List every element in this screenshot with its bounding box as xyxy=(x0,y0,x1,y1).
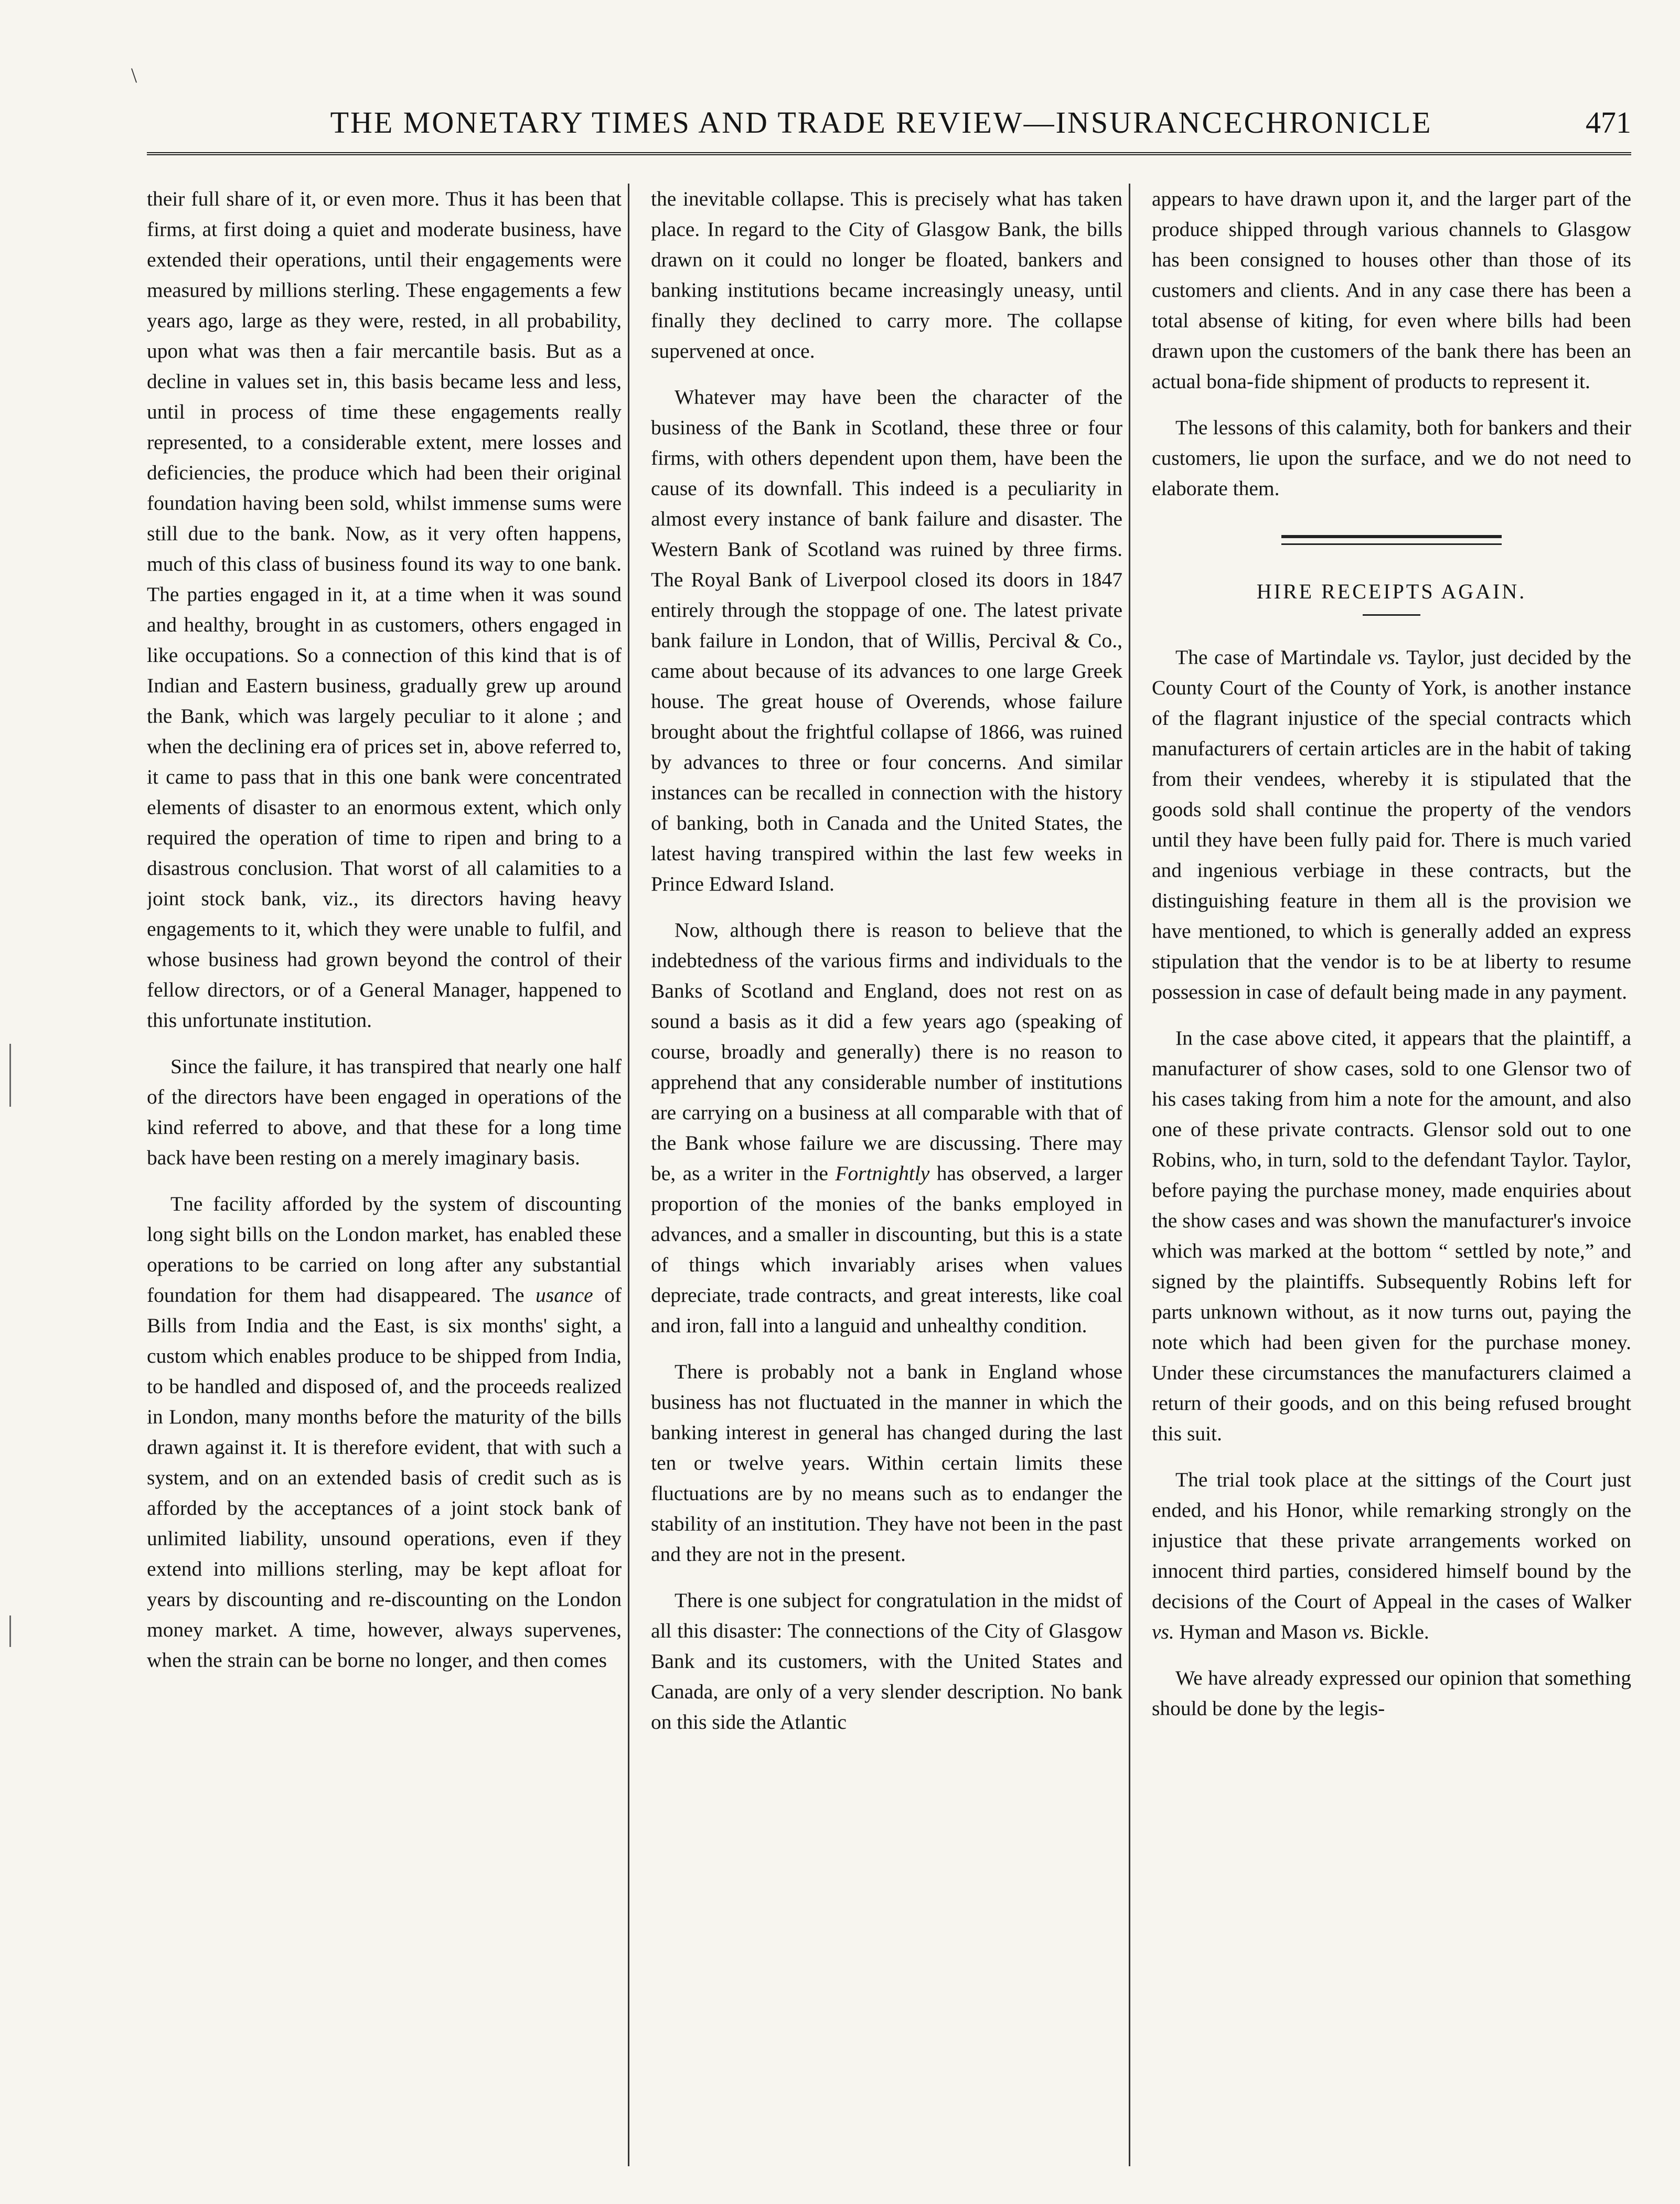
paragraph: We have already expressed our opinion that something should be done by the legis- xyxy=(1152,1666,1631,1720)
text-run: Taylor, just decided by the County Court of the County of York, is another instance of the flagrant injustice of the special contracts which manufacturers of certain articles are in the habit of taking from their vendees, whereby it is stipulated that the goods sold shall continue the property of the vendors until they have been fully paid for. There is much varied and ingenious verbiage in these contracts, but the distinguishing feature in them all is the provision we have mentioned, to which is generally added an express stipulation that the vendor is to be at liberty to resume possession in case of default being made in any payment. xyxy=(1152,646,1631,1003)
paragraph: There is one subject for congratulation in the midst of all this disaster: The connections of the City of Glasgow Bank and its customers, with the United States and Canada, are only of a very slender description. No bank on this side the Atlantic xyxy=(651,1589,1122,1734)
page-header xyxy=(147,100,1631,155)
italic-term: vs. xyxy=(1342,1620,1365,1643)
italic-term: usance xyxy=(535,1283,593,1307)
text-run: has observed, a larger proportion of the monies of the banks employed in advances, and a smaller in discounting, but this is a state of things which invariably arises when values depreciate, trade contracts, and great interests, like coal and iron, fall into a languid and unhealthy condition. xyxy=(651,1162,1122,1337)
text-run: Tne facility afforded by the system of discounting long sight bills on the London market, has enabled these operations to be carried on long after any substantial foundation for them had disappeared. The xyxy=(147,1192,622,1307)
italic-term: vs. xyxy=(1377,646,1400,669)
text-run: Bickle. xyxy=(1364,1620,1429,1643)
running-title: THE MONETARY TIMES AND TRADE REVIEW—INSURANCECHRONICLE xyxy=(330,105,1432,140)
text-run: The case of Martindale xyxy=(1175,646,1378,669)
paragraph: Whatever may have been the character of the business of the Bank in Scotland, these three or four firms, with others dependent upon them, have been the cause of its downfall. This indeed is a peculiarity in almost every instance of bank failure and disaster. The Western Bank of Scotland was ruined by three firms. The Royal Bank of Liverpool closed its doors in 1847 entirely through the stoppage of one. The latest private bank failure in London, that of Willis, Percival & Co., came about because of its advances to one large Greek house. The great house of Overends, whose failure brought about the frightful collapse of 1866, was ruined by advances to three or four concerns. And similar instances can be recalled in connection with the history of banking, both in Canada and the United States, the latest having transpired within the last few weeks in Prince Edward Island. xyxy=(651,386,1122,895)
italic-term: vs. xyxy=(1152,1620,1174,1643)
stray-mark: \ xyxy=(131,63,137,87)
article-columns xyxy=(147,184,1631,2166)
paragraph: the inevitable collapse. This is precisely what has taken place. In regard to the City of Glasgow Bank, the bills drawn on it could no longer be floated, bankers and banking institutions became increasingly uneasy, until finally they declined to carry more. The collapse supervened at once. xyxy=(651,187,1122,362)
page-number: 471 xyxy=(1586,105,1631,140)
paragraph xyxy=(651,915,1122,1341)
paragraph xyxy=(1152,1464,1631,1647)
paragraph xyxy=(1152,642,1631,1007)
heading-rule xyxy=(1363,614,1420,616)
paragraph: appears to have drawn upon it, and the larger part of the produce shipped through various channels to Glasgow has been consigned to houses other than those of its customers and clients. And in any case there has been a total absense of kiting, for even where bills had been drawn upon the customers of the bank there has been an actual bona-fide shipment of products to represent it. xyxy=(1152,187,1631,393)
margin-tick xyxy=(9,1615,11,1647)
text-run: Hyman and Mason xyxy=(1174,1620,1343,1643)
text-run: of Bills from India and the East, is six months' sight, a custom which enables produce to be shipped from India, to be handled and disposed of, and the proceeds realized in London, many months before the maturity of the bills drawn against it. It is therefore evident, that with such a system, and on an extended basis of credit such as is afforded by the acceptances of a joint stock bank of unlimited liability, unsound operations, even if they extend into millions sterling, may be kept afloat for years by discounting and re-discounting on the London money market. A time, however, always supervenes, when the strain can be borne no longer, and then comes xyxy=(147,1283,622,1672)
paragraph: Since the failure, it has transpired that nearly one half of the directors have been engaged in operations of the kind referred to above, and that these for a long time back have been resting on a merely imaginary basis. xyxy=(147,1055,622,1169)
text-run: Now, although there is reason to believe that the indebtedness of the various firms and individuals to the Banks of Scotland and England, does not rest on as sound a basis as it did a few years ago (speaking of course, broadly and generally) there is no reason to apprehend that any considerable number of institutions are carrying on a business at all comparable with that of the Bank whose failure we are discussing. There may be, as a writer in the xyxy=(651,918,1122,1185)
italic-title: Fortnightly xyxy=(835,1162,930,1185)
paragraph: In the case above cited, it appears that the plaintiff, a manufacturer of show cases, sold to one Glensor two of his cases taking from him a note for the amount, and also one of these private contracts. Glensor sold out to one Robins, who, in turn, sold to the defendant Taylor. Taylor, before paying the purchase money, made enquiries about the show cases and was shown the manufacturer's invoice which was marked at the bottom “ settled by note,” and signed by the plaintiffs. Subsequently Robins left for parts unknown without, as it now turns out, paying the note which had been given for the purchase money. Under these circumstances the manufacturers claimed a return of their goods, and on this being refused brought this suit. xyxy=(1152,1026,1631,1445)
column-1 xyxy=(147,184,629,2166)
paragraph: There is probably not a bank in England whose business has not fluctuated in the manner in which the banking interest in general has changed during the last ten or twelve years. Within certain limits these fluctuations are by no means such as to endanger the stability of an institution. They have not been in the past and they are not in the present. xyxy=(651,1360,1122,1566)
column-3 xyxy=(1149,184,1631,2166)
paragraph: The lessons of this calamity, both for bankers and their customers, lie upon the surface, and we do not need to elaborate them. xyxy=(1152,416,1631,500)
paragraph: their full share of it, or even more. Thus it has been that firms, at first doing a quiet and moderate business, have extended their operations, until their engagements were measured by millions sterling. These engagements a few years ago, large as they were, rested, in all probability, upon what was then a fair mercantile basis. But as a decline in values set in, this basis became less and less, until in process of time these engagements really represented, to a considerable extent, mere losses and deficiencies, the produce which had been their original foundation having been sold, whilst immense sums were still due to the bank. Now, as it very often happens, much of this class of business found its way to one bank. The parties engaged in it, at a time when it was sound and healthy, brought in as customers, others engaged in like occupations. So a connection of this kind that is of Indian and Eastern business, gradually grew up around the Bank, which was largely peculiar to it alone ; and when the declining era of prices set in, above referred to, it came to pass that in this one bank were concentrated elements of disaster to an enormous extent, which only required the operation of time to ripen and bring to a disastrous conclusion. That worst of all calamities to a joint stock bank, viz., its directors having heavy engagements to it, which they were unable to fulfil, and whose business had grown beyond the control of their fellow directors, or of a General Manager, happened to this unfortunate institution. xyxy=(147,187,622,1032)
section-divider xyxy=(1281,535,1502,545)
column-2 xyxy=(648,184,1130,2166)
text-run: The trial took place at the sittings of the Court just ended, and his Honor, while remarking strongly on the injustice that these private arrangements worked on innocent third parties, considered himself bound by the decisions of the Court of Appeal in the cases of Walker xyxy=(1152,1468,1631,1613)
margin-tick xyxy=(9,1044,11,1107)
section-heading: HIRE RECEIPTS AGAIN. xyxy=(1256,580,1527,603)
paragraph xyxy=(147,1189,622,1675)
